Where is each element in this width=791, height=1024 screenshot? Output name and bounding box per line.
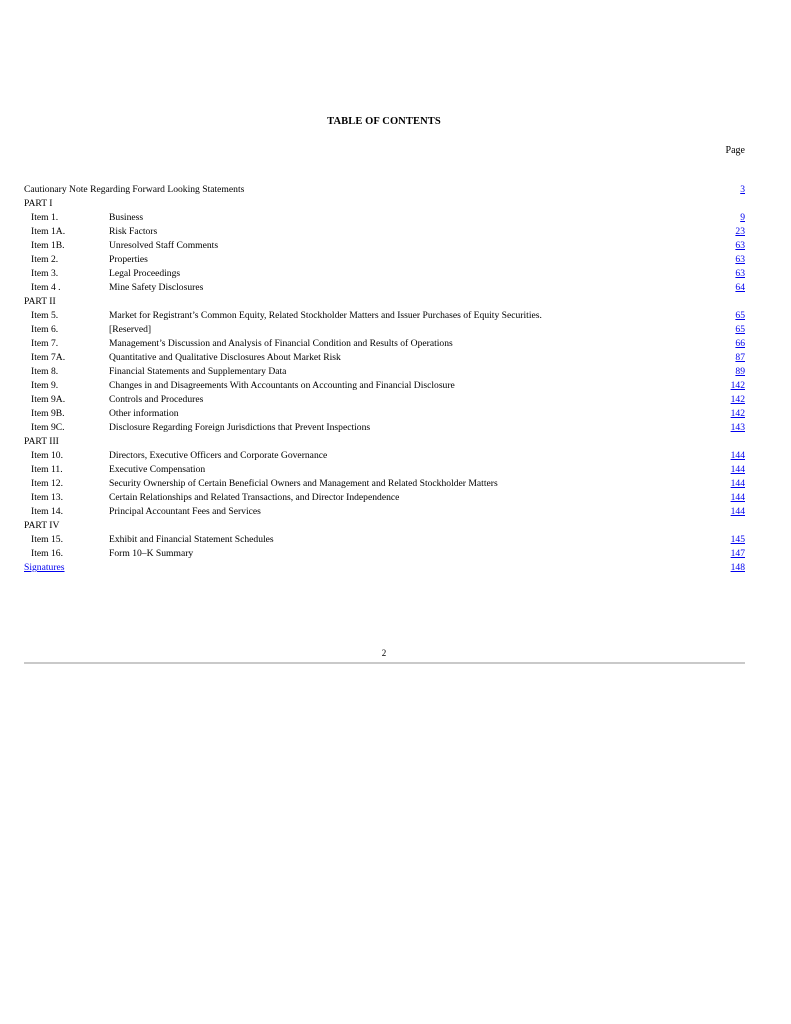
item-title: Market for Registrant’s Common Equity, Related Stockholder Matters and Issuer Purchases of Equity Securities. [109,310,542,321]
item-number: Item 9A. [31,394,66,405]
toc-row [24,281,745,295]
item-number: Item 12. [31,478,63,489]
page-link[interactable]: 144 [730,464,745,475]
item-number: Item 10. [31,450,63,461]
page-divider [24,662,745,664]
item-number: Item 11. [31,464,63,475]
item-number: Item 3. [31,268,59,279]
item-number: Item 9C. [31,422,65,433]
toc-row [24,477,745,491]
page-link[interactable]: 142 [730,380,745,391]
item-number: Item 9. [31,380,59,391]
toc-row [24,211,745,225]
toc-row [24,309,745,323]
item-title: Disclosure Regarding Foreign Jurisdictions that Prevent Inspections [109,422,371,433]
part-heading [24,295,745,309]
page-link[interactable]: 144 [730,478,745,489]
signatures-link[interactable]: Signatures [24,562,65,573]
item-title: Security Ownership of Certain Beneficial Owners and Management and Related Stockholder Matters [109,478,498,489]
page-link[interactable]: 147 [730,548,745,559]
item-title: Controls and Procedures [109,394,204,405]
part-heading [24,435,745,449]
item-title: Mine Safety Disclosures [109,282,204,293]
item-number: Item 1B. [31,240,65,251]
toc-row-signatures [24,561,745,575]
toc-row [24,239,745,253]
item-title: Quantitative and Qualitative Disclosures About Market Risk [109,352,341,363]
item-number: Item 13. [31,492,63,503]
toc-row [24,463,745,477]
item-title: Legal Proceedings [109,268,181,279]
page-link[interactable]: 87 [735,352,745,363]
item-number: Item 4 . [31,282,61,293]
page-link[interactable]: 145 [730,534,745,545]
page-link[interactable]: 89 [735,366,745,377]
item-title: Other information [109,408,179,419]
part-i-label: PART I [24,198,53,209]
item-title: Management’s Discussion and Analysis of Financial Condition and Results of Operations [109,338,453,349]
item-title: [Reserved] [109,324,152,335]
toc-row [24,323,745,337]
page-link[interactable]: 63 [735,268,745,279]
item-number: Item 8. [31,366,59,377]
toc-row [24,547,745,561]
item-title: Directors, Executive Officers and Corporate Governance [109,450,328,461]
toc-row [24,337,745,351]
page-link[interactable]: 142 [730,408,745,419]
page-link[interactable]: 143 [730,422,745,433]
item-number: Item 14. [31,506,63,517]
toc-row [24,449,745,463]
toc-row [24,491,745,505]
item-title: Changes in and Disagreements With Accountants on Accounting and Financial Disclosure [109,380,455,391]
page-link[interactable]: 65 [735,310,745,321]
item-number: Item 6. [31,324,59,335]
item-number: Item 1A. [31,226,66,237]
page-link[interactable]: 63 [735,240,745,251]
page-link-signatures[interactable]: 148 [730,562,745,573]
item-title: Risk Factors [109,226,158,237]
page-link[interactable]: 9 [740,212,745,223]
page-link[interactable]: 142 [730,394,745,405]
toc-row [24,267,745,281]
part-heading [24,519,745,533]
item-number: Item 7A. [31,352,66,363]
part-ii-label: PART II [24,296,56,307]
item-number: Item 9B. [31,408,65,419]
item-number: Item 5. [31,310,59,321]
toc-row [24,225,745,239]
item-title: Executive Compensation [109,464,206,475]
toc-row [24,351,745,365]
item-number: Item 7. [31,338,59,349]
part-iii-label: PART III [24,436,59,447]
item-title: Financial Statements and Supplementary Data [109,366,287,377]
toc-row [24,407,745,421]
item-number: Item 1. [31,212,59,223]
page-link[interactable]: 144 [730,492,745,503]
item-title: Properties [109,254,148,265]
toc-title: TABLE OF CONTENTS [327,116,441,127]
page-link[interactable]: 144 [730,450,745,461]
page-link[interactable]: 144 [730,506,745,517]
toc-row-cautionary [24,183,745,197]
item-title: Unresolved Staff Comments [109,240,219,251]
part-heading [24,197,745,211]
page-link[interactable]: 66 [735,338,745,349]
part-iv-label: PART IV [24,520,60,531]
page-link-cautionary[interactable]: 3 [740,184,745,195]
item-title: Business [109,212,144,223]
page-link[interactable]: 64 [735,282,745,293]
toc-row [24,393,745,407]
page-link[interactable]: 23 [735,226,745,237]
page-column-header: Page [725,145,745,156]
item-number: Item 16. [31,548,63,559]
toc-row [24,379,745,393]
toc-row [24,253,745,267]
toc-row [24,505,745,519]
toc-title-cautionary: Cautionary Note Regarding Forward Looking Statements [24,184,245,195]
toc-row [24,533,745,547]
item-number: Item 2. [31,254,59,265]
item-title: Form 10–K Summary [109,548,194,559]
item-number: Item 15. [31,534,63,545]
page-number: 2 [381,648,387,658]
table-of-contents [24,183,745,575]
toc-row [24,421,745,435]
item-title: Certain Relationships and Related Transactions, and Director Independence [109,492,400,503]
page-link[interactable]: 65 [735,324,745,335]
page-link[interactable]: 63 [735,254,745,265]
toc-row [24,365,745,379]
item-title: Exhibit and Financial Statement Schedules [109,534,274,545]
item-title: Principal Accountant Fees and Services [109,506,261,517]
